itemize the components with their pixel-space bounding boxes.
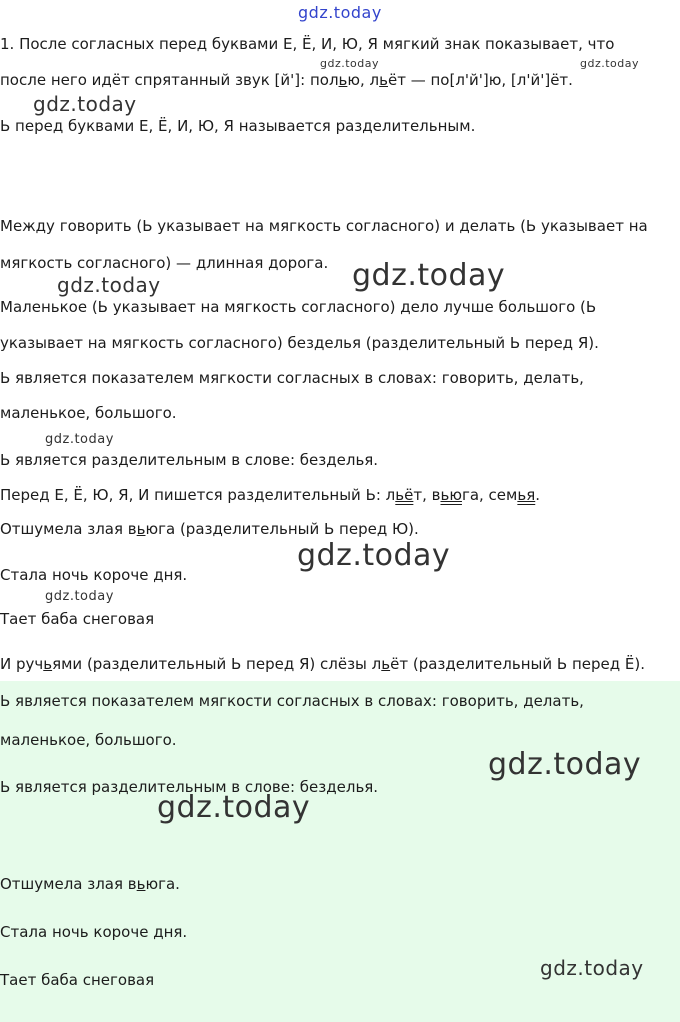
watermark: gdz.today (45, 589, 114, 604)
paragraph-line: Ь является показателем мягкости согласных в словах: говорить, делать, (0, 692, 584, 710)
watermark: gdz.today (157, 790, 311, 825)
paragraph-line: Перед Е, Ё, Ю, Я, И пишется разделительный Ь: льёт, вьюга, семья. (0, 486, 541, 504)
watermark: gdz.today (33, 92, 137, 116)
watermark: gdz.today (352, 258, 506, 293)
paragraph-line: маленькое, большого. (0, 731, 177, 749)
watermark: gdz.today (580, 57, 640, 70)
watermark: gdz.today (57, 273, 161, 297)
watermark: gdz.today (298, 3, 382, 22)
watermark: gdz.today (45, 432, 114, 447)
paragraph-line: Между говорить (Ь указывает на мягкость согласного) и делать (Ь указывает на (0, 217, 648, 235)
paragraph-line: Тает баба снеговая (0, 971, 155, 989)
paragraph-line: мягкость согласного) — длинная дорога. (0, 254, 329, 272)
paragraph-line: Ь перед буквами Е, Ё, И, Ю, Я называется разделительным. (0, 117, 476, 135)
watermark: gdz.today (540, 956, 644, 980)
paragraph-line: Стала ночь короче дня. (0, 566, 188, 584)
paragraph-line: Ь является разделительным в слове: безделья. (0, 778, 379, 796)
paragraph-line: 1. После согласных перед буквами Е, Ё, И, Ю, Я мягкий знак показывает, что (0, 35, 615, 53)
paragraph-line: Ь является показателем мягкости согласных в словах: говорить, делать, (0, 369, 584, 387)
watermark: gdz.today (488, 747, 642, 782)
paragraph-line: Отшумела злая вьюга (разделительный Ь перед Ю). (0, 520, 419, 538)
paragraph-line: Ь является разделительным в слове: безделья. (0, 451, 379, 469)
paragraph-line: после него идёт спрятанный звук [й']: полью, льёт — по[л'й']ю, [л'й']ёт. (0, 71, 573, 89)
watermark: gdz.today (320, 57, 380, 70)
watermark: gdz.today (297, 538, 451, 573)
paragraph-line: маленькое, большого. (0, 404, 177, 422)
paragraph-line: Стала ночь короче дня. (0, 923, 188, 941)
paragraph-line: Отшумела злая вьюга. (0, 875, 180, 893)
paragraph-line: И ручьями (разделительный Ь перед Я) слёзы льёт (разделительный Ь перед Ё). (0, 655, 645, 673)
paragraph-line: Маленькое (Ь указывает на мягкость согласного) дело лучше большого (Ь (0, 298, 597, 316)
paragraph-line: указывает на мягкость согласного) безделья (разделительный Ь перед Я). (0, 334, 599, 352)
paragraph-line: Тает баба снеговая (0, 610, 155, 628)
